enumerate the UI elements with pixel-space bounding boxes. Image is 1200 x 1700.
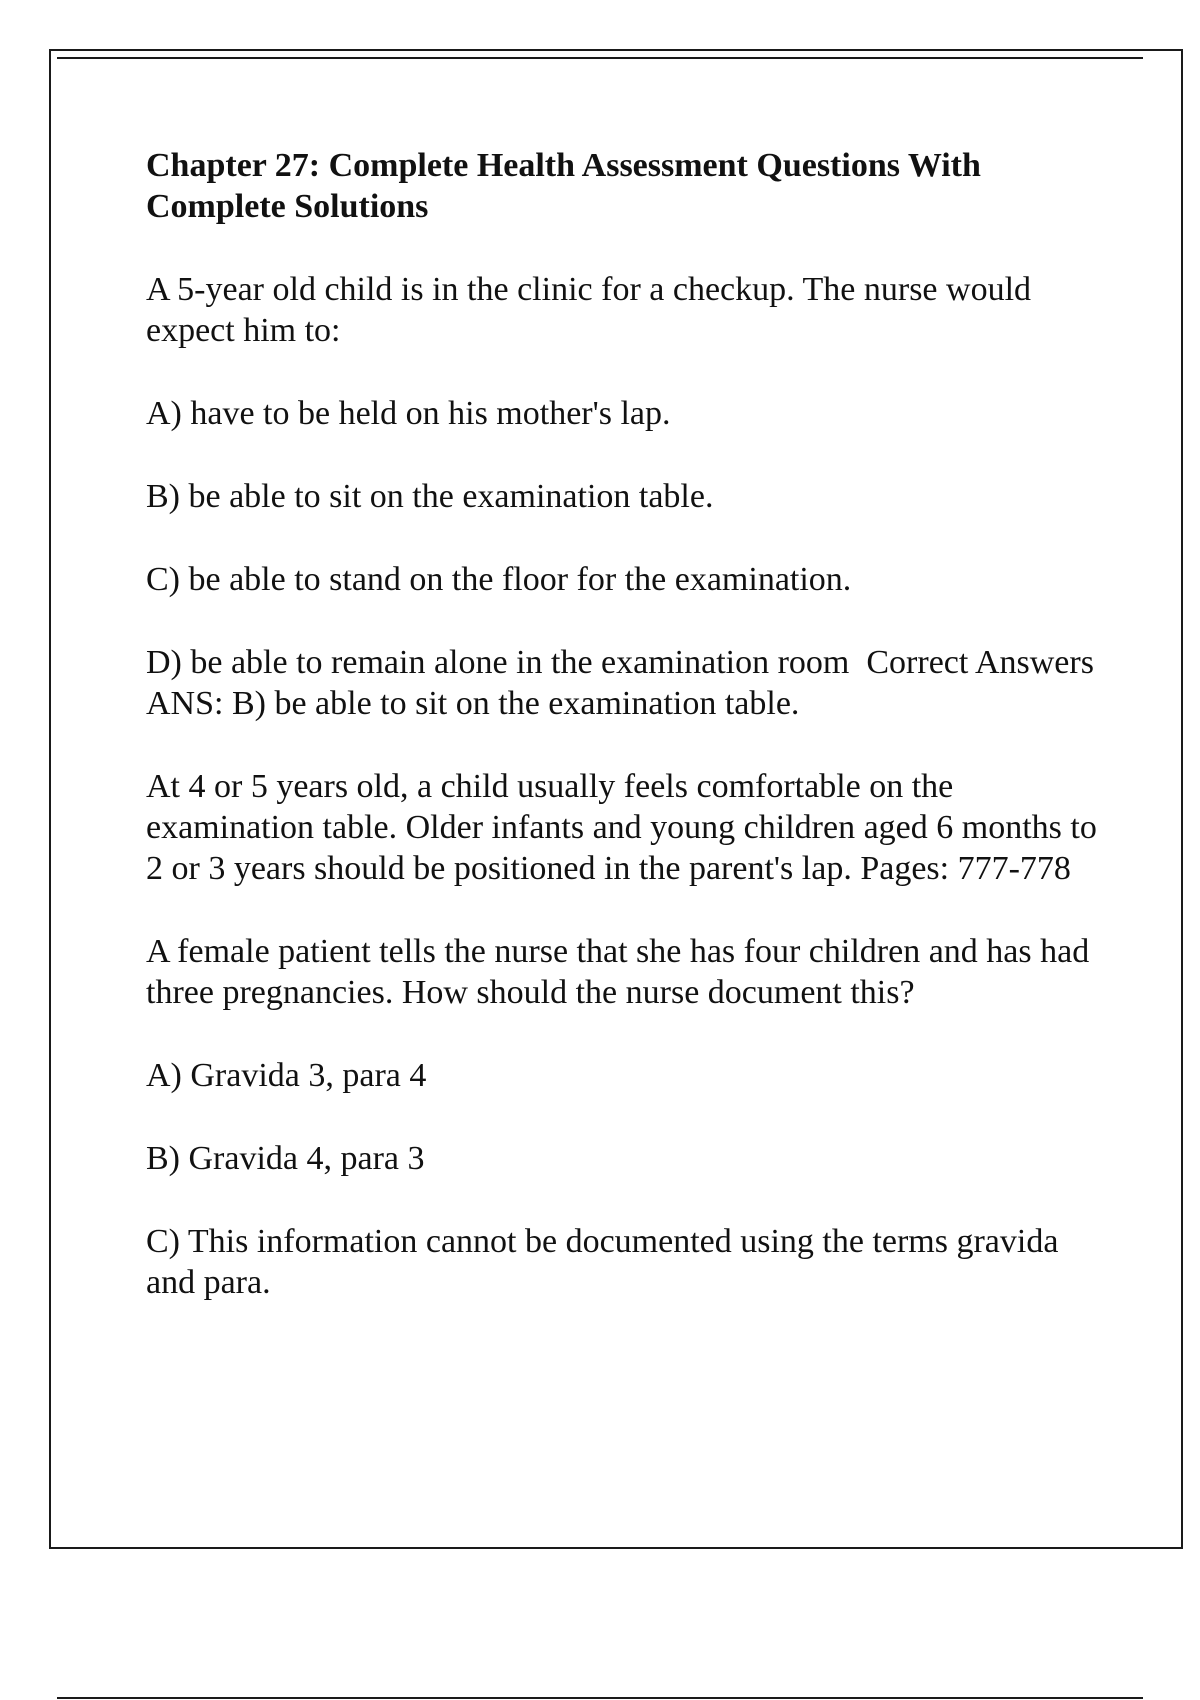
footer-rule [57, 1697, 1143, 1699]
question-2-option-c: C) This information cannot be documented using the terms gravida and para. [146, 1223, 1067, 1301]
chapter-title: Chapter 27: Complete Health Assessment Questions With Complete Solutions [146, 147, 981, 225]
question-1-option-d-answer: D) be able to remain alone in the examination room Correct Answers ANS: B) be able to sit on the examination table. [146, 644, 1110, 722]
header-rule [57, 57, 1143, 59]
question-1-option-c: C) be able to stand on the floor for the examination. [146, 561, 852, 598]
question-1-option-a: A) have to be held on his mother's lap. [146, 395, 671, 432]
question-2-option-a: A) Gravida 3, para 4 [146, 1057, 427, 1094]
question-1-rationale: At 4 or 5 years old, a child usually feels comfortable on the examination table. Older infants and young children aged 6 months to 2 or 3 years should be positioned in the parent's lap. Pages: 777-778 [146, 768, 1106, 887]
question-1-option-b: B) be able to sit on the examination table. [146, 478, 714, 515]
question-1-stem: A 5-year old child is in the clinic for a checkup. The nurse would expect him to: [146, 271, 1040, 349]
question-2-option-b: B) Gravida 4, para 3 [146, 1140, 425, 1177]
question-2-stem: A female patient tells the nurse that she has four children and has had three pregnancies. How should the nurse document this? [146, 933, 1098, 1011]
document-body [146, 145, 1110, 1345]
